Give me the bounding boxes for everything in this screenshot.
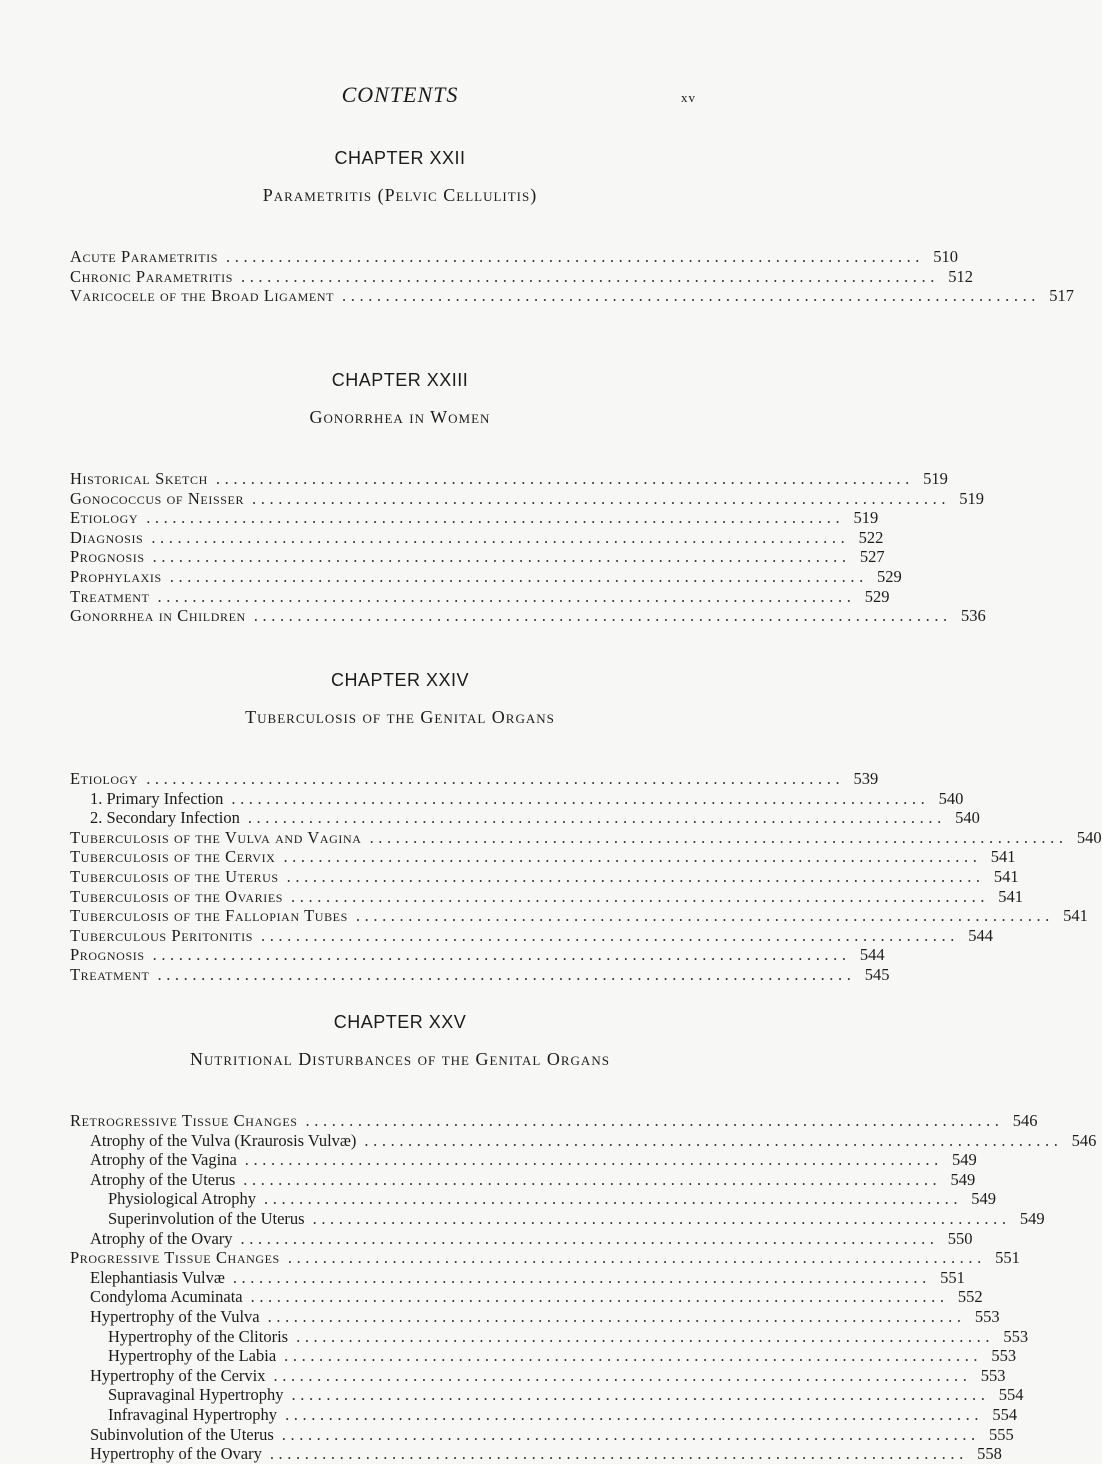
- entry-page-number: 549: [971, 1189, 997, 1209]
- entry-page-number: 553: [991, 1346, 1017, 1366]
- entry-page-number: 549: [950, 1169, 976, 1189]
- chapter-section: [0, 668, 1102, 984]
- entry-label: Tuberculosis of the Fallopian Tubes: [70, 906, 348, 926]
- entry-label: Prognosis: [70, 547, 145, 567]
- entry-list: [70, 469, 986, 626]
- entry-page-number: 545: [864, 964, 890, 984]
- dot-leader: ................................................................................: [269, 1444, 968, 1464]
- entry-page-number: 527: [859, 547, 885, 567]
- toc-entry[interactable]: [70, 886, 1024, 907]
- toc-entry[interactable]: [70, 247, 959, 267]
- toc-entry[interactable]: [70, 547, 885, 567]
- dot-leader: ................................................................................: [291, 886, 990, 906]
- toc-entry[interactable]: [70, 1189, 997, 1209]
- toc-entry[interactable]: [70, 266, 973, 287]
- entry-page-number: 512: [948, 266, 973, 286]
- entry-label: Hypertrophy of the Vulva: [90, 1306, 260, 1326]
- entry-label: Gonococcus of Neisser: [70, 488, 245, 508]
- dot-leader: ................................................................................: [247, 808, 946, 828]
- entry-label: Prophylaxis: [70, 566, 162, 586]
- dot-leader: ................................................................................: [286, 866, 985, 886]
- dot-leader: ................................................................................: [152, 547, 851, 567]
- entry-label: Atrophy of the Uterus: [90, 1169, 236, 1189]
- entry-label: Infravaginal Hypertrophy: [108, 1404, 278, 1424]
- entry-label: Physiological Atrophy: [108, 1189, 257, 1209]
- dot-leader: ................................................................................: [355, 906, 1054, 926]
- entry-label: Gonorrhea in Children: [70, 606, 246, 626]
- entry-page-number: 553: [974, 1306, 1000, 1326]
- dot-leader: ................................................................................: [283, 847, 982, 867]
- entry-page-number: 546: [1071, 1130, 1097, 1150]
- chapter-title: CHAPTER XXV: [333, 1012, 467, 1032]
- entry-label: 1. Primary Infection: [90, 788, 224, 808]
- entry-page-number: 558: [977, 1444, 1002, 1464]
- entry-label: Varicocele of the Broad Ligament: [70, 286, 335, 306]
- dot-leader: ................................................................................: [291, 1385, 990, 1405]
- entry-label: Retrogressive Tissue Changes: [70, 1111, 298, 1130]
- dot-leader: ................................................................................: [253, 606, 952, 626]
- entry-page-number: 510: [933, 247, 959, 266]
- toc-entry[interactable]: [70, 586, 890, 607]
- dot-leader: ................................................................................: [231, 788, 930, 808]
- toc-entry[interactable]: [70, 1385, 1024, 1405]
- entry-page-number: 540: [938, 788, 964, 808]
- dot-leader: ................................................................................: [264, 1189, 963, 1209]
- entry-list: [70, 247, 1075, 306]
- dot-leader: ................................................................................: [287, 1248, 986, 1268]
- entry-label: Subinvolution of the Uterus: [90, 1424, 274, 1444]
- toc-entry[interactable]: [70, 488, 985, 509]
- entry-page-number: 541: [993, 866, 1019, 886]
- entry-page-number: 539: [853, 769, 879, 788]
- dot-leader: ................................................................................: [243, 1169, 942, 1189]
- toc-entry[interactable]: [70, 1365, 1006, 1386]
- entry-page-number: 554: [998, 1385, 1024, 1405]
- dot-leader: ................................................................................: [312, 1208, 1011, 1228]
- entry-list: [70, 1111, 1097, 1464]
- entry-page-number: 541: [998, 886, 1024, 906]
- dot-leader: ................................................................................: [232, 1267, 931, 1287]
- toc-entry[interactable]: [70, 1130, 1097, 1151]
- entry-page-number: 553: [980, 1365, 1006, 1385]
- toc-entry[interactable]: [70, 906, 1088, 926]
- entry-page-number: 519: [923, 469, 948, 488]
- entry-label: Historical Sketch: [70, 469, 208, 488]
- entry-page-number: 553: [1003, 1326, 1029, 1346]
- entry-label: Atrophy of the Vulva (Kraurosis Vulvæ): [90, 1130, 357, 1150]
- entry-page-number: 522: [858, 527, 884, 547]
- toc-entry[interactable]: [70, 1111, 1038, 1131]
- entry-label: Hypertrophy of the Labia: [108, 1346, 277, 1366]
- dot-leader: ................................................................................: [296, 1326, 995, 1346]
- toc-entry[interactable]: [70, 1404, 1018, 1425]
- dot-leader: ................................................................................: [146, 769, 845, 788]
- toc-entry[interactable]: [70, 1326, 1029, 1347]
- dot-leader: ................................................................................: [169, 566, 868, 586]
- entry-label: Condyloma Acuminata: [90, 1287, 243, 1307]
- toc-entry[interactable]: [70, 1208, 1045, 1229]
- entry-label: Elephantiasis Vulvæ: [90, 1267, 225, 1287]
- toc-entry[interactable]: [70, 945, 885, 965]
- toc-entry[interactable]: [70, 1287, 983, 1307]
- entry-label: Progressive Tissue Changes: [70, 1248, 280, 1268]
- toc-entry[interactable]: [70, 1444, 1002, 1464]
- toc-entry[interactable]: [70, 508, 879, 528]
- entry-label: Tuberculosis of the Ovaries: [70, 886, 284, 906]
- dot-leader: ................................................................................: [364, 1130, 1063, 1150]
- entry-label: Hypertrophy of the Ovary: [90, 1444, 262, 1464]
- entry-page-number: 519: [959, 488, 985, 508]
- entry-label: Etiology: [70, 769, 139, 788]
- toc-entry[interactable]: [70, 788, 964, 809]
- entry-label: Tuberculosis of the Cervix: [70, 847, 276, 867]
- toc-entry[interactable]: [70, 866, 1019, 887]
- entry-page-number: 546: [1012, 1111, 1038, 1130]
- entry-page-number: 519: [853, 508, 879, 528]
- entry-page-number: 551: [995, 1248, 1020, 1268]
- dot-leader: ................................................................................: [281, 1424, 980, 1444]
- chapter-title: CHAPTER XXIV: [330, 670, 470, 690]
- entry-label: Hypertrophy of the Cervix: [90, 1365, 266, 1385]
- dot-leader: ................................................................................: [273, 1365, 972, 1385]
- toc-entry[interactable]: [70, 769, 879, 789]
- dot-leader: ................................................................................: [146, 508, 845, 528]
- dot-leader: ................................................................................: [240, 266, 939, 286]
- toc-entry[interactable]: [70, 1306, 1000, 1327]
- entry-page-number: 529: [877, 566, 902, 586]
- entry-page-number: 549: [952, 1150, 977, 1170]
- chapter-title: CHAPTER XXIII: [331, 370, 469, 390]
- dot-leader: ................................................................................: [285, 1404, 984, 1424]
- entry-label: Treatment: [70, 964, 150, 984]
- dot-leader: ................................................................................: [267, 1306, 966, 1326]
- entry-label: Tuberculosis of the Vulva and Vagina: [70, 827, 362, 847]
- entry-page-number: 550: [947, 1228, 973, 1248]
- dot-leader: ................................................................................: [369, 827, 1068, 847]
- toc-entry[interactable]: [70, 1228, 973, 1249]
- entry-label: Superinvolution of the Uterus: [108, 1208, 305, 1228]
- toc-entry[interactable]: [70, 286, 1075, 306]
- entry-label: Tuberculosis of the Uterus: [70, 866, 279, 886]
- dot-leader: ................................................................................: [250, 1287, 949, 1307]
- entry-label: Tuberculous Peritonitis: [70, 925, 253, 945]
- toc-entry[interactable]: [70, 925, 993, 946]
- toc-entry[interactable]: [70, 469, 948, 489]
- entry-page-number: 554: [992, 1404, 1018, 1424]
- entry-label: 2. Secondary Infection: [90, 808, 240, 828]
- toc-entry[interactable]: [70, 964, 890, 985]
- dot-leader: ................................................................................: [305, 1111, 1004, 1130]
- chapter-title: CHAPTER XXII: [334, 148, 466, 168]
- dot-leader: ................................................................................: [226, 247, 925, 266]
- entry-page-number: 552: [957, 1287, 983, 1307]
- dot-leader: ................................................................................: [240, 1228, 939, 1248]
- entry-page-number: 536: [961, 606, 986, 626]
- entry-label: Etiology: [70, 508, 139, 528]
- toc-entry[interactable]: [70, 606, 986, 626]
- chapter-section: [0, 1010, 1097, 1464]
- entry-page-number: 529: [864, 586, 890, 606]
- entry-page-number: 555: [989, 1424, 1014, 1444]
- page-header: [0, 82, 800, 112]
- entry-label: Atrophy of the Ovary: [90, 1228, 233, 1248]
- entry-label: Atrophy of the Vagina: [90, 1150, 237, 1170]
- toc-entry[interactable]: [70, 1150, 977, 1170]
- chapter-subtitle: Nutritional Disturbances of the Genital Organs: [190, 1049, 610, 1069]
- entry-page-number: 541: [1063, 906, 1088, 926]
- entry-label: Diagnosis: [70, 527, 144, 547]
- toc-entry[interactable]: [70, 1248, 1020, 1268]
- entry-label: Acute Parametritis: [70, 247, 219, 266]
- entry-label: Prognosis: [70, 945, 145, 965]
- chapter-section: [0, 146, 1075, 306]
- chapter-subtitle: Gonorrhea in Women: [309, 407, 491, 427]
- dot-leader: ................................................................................: [252, 488, 951, 508]
- entry-label: Treatment: [70, 586, 150, 606]
- toc-entry[interactable]: [70, 566, 902, 587]
- entry-label: Chronic Parametritis: [70, 266, 233, 286]
- entry-page-number: 517: [1049, 286, 1075, 306]
- entry-page-number: 540: [1076, 827, 1102, 847]
- entry-page-number: 540: [955, 808, 980, 828]
- dot-leader: ................................................................................: [151, 527, 850, 547]
- toc-entry[interactable]: [70, 527, 884, 548]
- toc-entry[interactable]: [70, 1267, 965, 1288]
- entry-page-number: 551: [940, 1267, 965, 1287]
- page-number: xv: [681, 90, 696, 105]
- toc-entry[interactable]: [70, 847, 1016, 867]
- chapter-subtitle: Tuberculosis of the Genital Organs: [245, 707, 555, 727]
- toc-entry[interactable]: [70, 808, 980, 828]
- entry-page-number: 549: [1019, 1208, 1045, 1228]
- entry-label: Hypertrophy of the Clitoris: [108, 1326, 289, 1346]
- dot-leader: ................................................................................: [284, 1346, 983, 1366]
- dot-leader: ................................................................................: [342, 286, 1041, 306]
- dot-leader: ................................................................................: [152, 945, 851, 965]
- entry-label: Supravaginal Hypertrophy: [108, 1385, 284, 1405]
- entry-page-number: 541: [990, 847, 1016, 867]
- toc-entry[interactable]: [70, 827, 1102, 848]
- dot-leader: ................................................................................: [215, 469, 914, 488]
- entry-list: [70, 769, 1102, 985]
- toc-entry[interactable]: [70, 1346, 1017, 1366]
- toc-entry[interactable]: [70, 1169, 976, 1190]
- dot-leader: ................................................................................: [244, 1150, 943, 1170]
- entry-page-number: 544: [968, 925, 993, 945]
- entry-page-number: 544: [859, 945, 885, 965]
- chapter-section: [0, 368, 986, 626]
- dot-leader: ................................................................................: [157, 586, 856, 606]
- chapter-subtitle: Parametritis (Pelvic Cellulitis): [262, 185, 538, 205]
- dot-leader: ................................................................................: [260, 925, 959, 945]
- toc-entry[interactable]: [70, 1424, 1014, 1445]
- dot-leader: ................................................................................: [157, 964, 856, 984]
- running-title: CONTENTS: [341, 82, 459, 107]
